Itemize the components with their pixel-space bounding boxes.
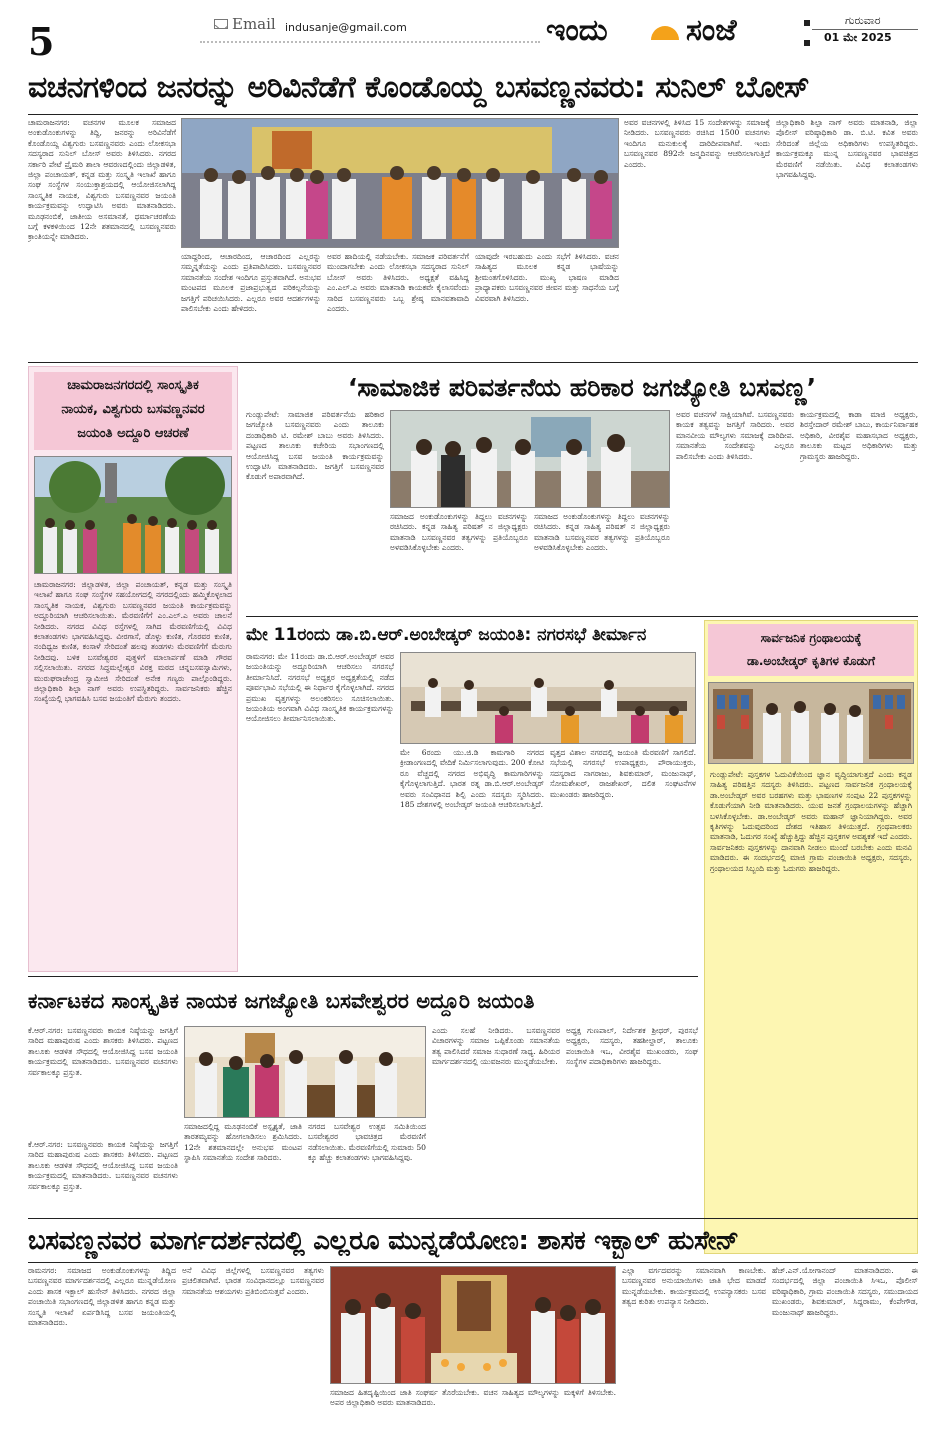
story1-col4: ಯಾವುದೇ ಇರಬಹುದು ಎಂದು ಸಭೆಗೆ ತಿಳಿಸಿದರು. ವಚನ ಸಾಹಿತ್ಯದ ಮೂಲಕ ಕನ್ನಡ ಭಾಷೆಯನ್ನು ಶ್ರೀಮಂತಗೊಳಿಸಿದರು. ಮುಖ್ಯ ಭಾಷಣ ಮಾಡಿದ ಪ್ರಾಧ್ಯಾಪಕರು ಬಸವಣ್ಣನವರ ಜೀವನ ಮತ್ತು ಸಾಧನೆಯ ಬಗ್ಗೆ ವಿವರವಾಗಿ ತಿಳಿಸಿದರು. <box>475 252 619 303</box>
story6-col1b: ಕೆ.ಆರ್.ನಗರ: ಬಸವಣ್ಣನವರು ಕಾಯಕ ನಿಷ್ಠೆಯನ್ನು ಜಗತ್ತಿಗೆ ಸಾರಿದ ಮಹಾಪುರುಷ ಎಂದು ಶಾಸಕರು ತಿಳಿಸಿದರು. ಪಟ್ಟಣದ ತಾಲೂಕು ಆಡಳಿತ ಸೌಧದಲ್ಲಿ ಆಯೋಜಿಸಿದ್ದ ಬಸವ ಜಯಂತಿ ಕಾರ್ಯಕ್ರಮದಲ್ಲಿ ಮಾತನಾಡಿದರು. ಬಸವಣ್ಣನವರ ವಚನಗಳು ಸರ್ವಕಾಲಕ್ಕೂ ಪ್ರಸ್ತುತ. <box>28 1140 178 1191</box>
story1-col2: ಯಾದ್ದರಿಂದ, ಆಚಾರದಿಂದ, ಆಚಾರದಿಂದ ಎಲ್ಲರನ್ನು ಸಮ್ಮನ್ನತೆಯನ್ನು ಎಂದು ಪ್ರತಿಪಾದಿಸಿದರು. ಬಸವಣ್ಣನವರ ಸಮಾನತೆಯ ಸಂದೇಶ ಇಂದಿಗೂ ಪ್ರಸ್ತುತವಾಗಿದೆ. ಅನುಭವ ಮಂಟಪದ ಮೂಲಕ ಪ್ರಜಾಪ್ರಭುತ್ವದ ಪರಿಕಲ್ಪನೆಯನ್ನು ಜಗತ್ತಿಗೆ ಪರಿಚಯಿಸಿದರು. ಎಲ್ಲರೂ ಅವರ ಆದರ್ಶಗಳನ್ನು ಪಾಲಿಸಬೇಕು ಎಂದು ಹೇಳಿದರು. <box>181 252 321 314</box>
story3-col2: ಸಮಾಜದ ಅಂಕುಡೊಂಕುಗಳನ್ನು ತಿದ್ದಲು ವಚನಗಳನ್ನು ರಚಿಸಿದರು. ಕನ್ನಡ ಸಾಹಿತ್ಯ ಪರಿಷತ್ ನ ಜಿಲ್ಲಾಧ್ಯಕ್ಷರು ಮಾತನಾಡಿ ಬಸವಣ್ಣನವರ ತತ್ವಗಳನ್ನು ಪ್ರತಿಯೊಬ್ಬರೂ ಅಳವಡಿಸಿಕೊಳ್ಳಬೇಕು ಎಂದರು. <box>390 512 528 553</box>
story1-col6: ಜಿಲ್ಲಾಧಿಕಾರಿ ಶಿಲ್ಪಾ ನಾಗ್ ಅವರು ಮಾತನಾಡಿ, ಜಿಲ್ಲಾ ಪೊಲೀಸ್ ವರಿಷ್ಠಾಧಿಕಾರಿ ಡಾ. ಬಿ.ಟಿ. ಕವಿತ ಅವರು ಸೇರಿದಂತೆ ಜಿಲ್ಲೆಯ ಅಧಿಕಾರಿಗಳು ಉಪಸ್ಥಿತರಿದ್ದರು. ಕಾರ್ಯಕ್ರಮಕ್ಕೂ ಮುನ್ನ ಬಸವಣ್ಣನವರ ಭಾವಚಿತ್ರದ ಮೆರವಣಿಗೆ ನಡೆಯಿತು. ವಿವಿಧ ಕಲಾತಂಡಗಳು ಭಾಗವಹಿಸಿದ್ದವು. <box>776 118 918 180</box>
story2-headline-line3: ಜಯಂತಿ ಅದ್ದೂರಿ ಆಚರಣೆ <box>77 426 189 441</box>
story2-body: ಚಾಮರಾಜನಗರ: ಜಿಲ್ಲಾಡಳಿತ, ಜಿಲ್ಲಾ ಪಂಚಾಯತ್, ಕನ್ನಡ ಮತ್ತು ಸಂಸ್ಕೃತಿ ಇಲಾಖೆ ಹಾಗೂ ಸಂಘ ಸಂಸ್ಥೆಗಳ ಸಹಯೋಗದಲ್ಲಿ ನಗರದಲ್ಲಿಂದು ಹಮ್ಮಿಕೊಳ್ಳಲಾದ ಸಾಂಸ್ಕೃತಿಕ ನಾಯಕ, ವಿಶ್ವಗುರು ಬಸವಣ್ಣನವರ ಜಯಂತಿ ಕಾರ್ಯಕ್ರಮವನ್ನು ಅದ್ದೂರಿಯಾಗಿ ಆಚರಿಸಲಾಯಿತು. ಮೆರವಣಿಗೆಗೆ ಎಂ.ಎಲ್.ಎ ಅವರು ಚಾಲನೆ ನೀಡಿದರು. ನಗರದ ವಿವಿಧ ರಸ್ತೆಗಳಲ್ಲಿ ಸಾಗಿದ ಮೆರವಣಿಗೆಯಲ್ಲಿ ವಿವಿಧ ಕಲಾತಂಡಗಳು ಭಾಗವಹಿಸಿದ್ದವು. ವೀರಗಾಸೆ, ಡೊಳ್ಳು ಕುಣಿತ, ಗೊರವರ ಕುಣಿತ, ನಂದಿಧ್ವಜ ಕುಣಿತ, ಕಂಸಾಳೆ ಸೇರಿದಂತೆ ಹಲವು ತಂಡಗಳು ಮೆರವಣಿಗೆಗೆ ಮೆರುಗು ನೀಡಿದವು. ಬಳಿಕ ಬಸವೇಶ್ವರರ ಪುತ್ಥಳಿಗೆ ಮಾಲಾರ್ಪಣೆ ಮಾಡಿ ಗೌರವ ಸಲ್ಲಿಸಲಾಯಿತು. ನಗರದ ಸಿದ್ಧಮಲ್ಲೇಶ್ವರ ವಿರಕ್ತ ಮಠದ ಚನ್ನಬಸವಸ್ವಾಮಿಗಳು, ಮುರುಘರಾಜೇಂದ್ರ ಸ್ವಾಮೀಜಿ ಸೇರಿದಂತೆ ಅನೇಕ ಗಣ್ಯರು ಪಾಲ್ಗೊಂಡಿದ್ದರು. ಜಿಲ್ಲಾಧಿಕಾರಿ ಶಿಲ್ಪಾ ನಾಗ್ ಅವರು ಉಪಸ್ಥಿತರಿದ್ದರು. ಸಾರ್ವಜನಿಕರು ಹೆಚ್ಚಿನ ಸಂಖ್ಯೆಯಲ್ಲಿ ಭಾಗವಹಿಸಿ ಬಸವ ಜಯಂತಿಗೆ ಮೆರುಗು ತಂದರು. <box>34 580 232 704</box>
story2-headline-line2: ನಾಯಕ, ವಿಶ್ವಗುರು ಬಸವಣ್ಣನವರ <box>61 402 205 417</box>
page-number: 5 <box>28 22 55 60</box>
story7-col4: ಎಲ್ಲಾ ವರ್ಗದವರನ್ನು ಸಮಾನವಾಗಿ ಕಾಣಬೇಕು. ಬಸವಣ್ಣನವರ ಅನುಯಾಯಿಗಳು ಜಾತಿ ಭೇದ ಮಾಡದೆ ಮುನ್ನಡೆಯಬೇಕು. ಕಾರ್ಯಕ್ರಮದಲ್ಲಿ ಉಪನ್ಯಾಸಕರು ಬಸವ ತತ್ವದ ಕುರಿತು ಉಪನ್ಯಾಸ ನೀಡಿದರು. <box>622 1266 766 1307</box>
date-bullet-2 <box>804 40 810 46</box>
story5-photo <box>708 682 914 764</box>
story3-col3: ಅವರ ವಚನಗಳೆ ಸಾಕ್ಷಿಯಾಗಿವೆ. ಬಸವಣ್ಣನವರು ಕಾಯಕ ತತ್ವವನ್ನು ಜಗತ್ತಿಗೆ ಸಾರಿದರು. ಅವರ ಮಾನವೀಯ ಮೌಲ್ಯಗಳು ಸಮಾಜಕ್ಕೆ ದಾರಿದೀಪ. ಸಮಾನತೆಯ ಸಂದೇಶವನ್ನು ಎಲ್ಲರೂ ಪಾಲಿಸಬೇಕು ಎಂದು ತಿಳಿಸಿದರು. <box>676 410 794 461</box>
story3-col4: ಕಾರ್ಯಕ್ರಮದಲ್ಲಿ ಕಾಡಾ ಮಾಜಿ ಅಧ್ಯಕ್ಷರು, ಶಿರಸ್ತೇದಾರ್ ರಮೇಶ್ ಬಾಬು, ಕಾರ್ಯನಿರ್ವಾಹಕ ಅಧಿಕಾರಿ, ವೀರಶೈವ ಮಹಾಸಭಾದ ಅಧ್ಯಕ್ಷರು, ತಾಲೂಕು ಮಟ್ಟದ ಅಧಿಕಾರಿಗಳು ಮತ್ತು ಗ್ರಾಮಸ್ಥರು ಹಾಜರಿದ್ದರು. <box>800 410 918 461</box>
story4-headline: ಮೇ 11ರಂದು ಡಾ.ಬಿ.ಆರ್.ಅಂಬೇಡ್ಕರ್ ಜಯಂತಿ: ನಗರಸಭೆ ತೀರ್ಮಾನ <box>246 625 647 645</box>
story7-col3: ಸಮಾಜದ ಹಿತದೃಷ್ಟಿಯಿಂದ ಜಾತಿ ಸಂಘರ್ಷ ತೊರೆಯಬೇಕು. ವಚನ ಸಾಹಿತ್ಯದ ಮೌಲ್ಯಗಳನ್ನು ಮಕ್ಕಳಿಗೆ ತಿಳಿಸಬೇಕು. ಅಪರ ಜಿಲ್ಲಾಧಿಕಾರಿ ಅವರು ಮಾತನಾಡಿದರು. <box>330 1388 616 1408</box>
story1-col3: ಅವರ ಹಾದಿಯಲ್ಲಿ ನಡೆಯಬೇಕು. ಸಮಾಜಕ ಪರಿವರ್ತನೆಗೆ ಮುಂದಾಗಬೇಕು ಎಂದು ಲೋಕಸಭಾ ಸದಸ್ಯರಾದ ಸುನಿಲ್ ಬೋಸ್ ಅವರು ತಿಳಿಸಿದರು. ಅಧ್ಯಕ್ಷತೆ ವಹಿಸಿದ್ದ ಎಂ.ಎಲ್.ಎ ಅವರು ಮಾತನಾಡಿ ಕಾಯಕವೇ ಕೈಲಾಸವೆಂದು ಸಾರಿದ ಬಸವಣ್ಣನವರು ಒಬ್ಬ ಶ್ರೇಷ್ಠ ಮಾನವತಾವಾದಿ ಎಂದರು. <box>327 252 469 314</box>
story7-col1: ರಾಮನಗರ: ಸಮಾಜದ ಅಂಕುಡೊಂಕುಗಳನ್ನು ತಿದ್ದಿದ ಬಸವಣ್ಣನವರ ಮಾರ್ಗದರ್ಶನದಲ್ಲಿ ಎಲ್ಲರೂ ಮುನ್ನಡೆಯೋಣ ಎಂದು ಶಾಸಕ ಇಕ್ಬಾಲ್ ಹುಸೇನ್ ತಿಳಿಸಿದರು. ನಗರದ ಜಿಲ್ಲಾ ಪಂಚಾಯಿತಿ ಸಭಾಂಗಣದಲ್ಲಿ ಜಿಲ್ಲಾಡಳಿತ ಹಾಗೂ ಕನ್ನಡ ಮತ್ತು ಸಂಸ್ಕೃತಿ ಇಲಾಖೆ ಏರ್ಪಡಿಸಿದ್ದ ಬಸವ ಜಯಂತಿಯಲ್ಲಿ ಮಾತನಾಡಿದರು. <box>28 1266 176 1328</box>
story7-headline: ಬಸವಣ್ಣನವರ ಮಾರ್ಗದರ್ಶನದಲ್ಲಿ ಎಲ್ಲರೂ ಮುನ್ನಡೆಯೋಣ: ಶಾಸಕ ಇಕ್ಬಾಲ್ ಹುಸೇನ್ <box>28 1226 739 1256</box>
email-icon <box>214 19 228 29</box>
story6-col3: ನಗರದ ಬಸವೇಶ್ವರ ಉತ್ಸವ ಸಮಿತಿಯಿಂದ ಬಸವೇಶ್ವರರ ಭಾವಚಿತ್ರದ ಮೆರವಣಿಗೆ ನಡೆಸಲಾಯಿತು. ಮೆರವಣಿಗೆಯಲ್ಲಿ ಸುಮಾರು 50 ಕ್ಕೂ ಹೆಚ್ಚು ಕಲಾತಂಡಗಳು ಭಾಗವಹಿಸಿದ್ದವು. <box>308 1122 426 1163</box>
paper-logo <box>546 12 808 52</box>
masthead-dots <box>200 41 540 43</box>
story3-col2b: ಸಮಾಜದ ಅಂಕುಡೊಂಕುಗಳನ್ನು ತಿದ್ದಲು ವಚನಗಳನ್ನು ರಚಿಸಿದರು. ಕನ್ನಡ ಸಾಹಿತ್ಯ ಪರಿಷತ್ ನ ಜಿಲ್ಲಾಧ್ಯಕ್ಷರು ಮಾತನಾಡಿ ಬಸವಣ್ಣನವರ ತತ್ವಗಳನ್ನು ಪ್ರತಿಯೊಬ್ಬರೂ ಅಳವಡಿಸಿಕೊಳ್ಳಬೇಕು ಎಂದರು. <box>534 512 670 553</box>
story4-col1: ರಾಮನಗರ: ಮೇ 11ರಂದು ಡಾ.ಬಿ.ಆರ್.ಅಂಬೇಡ್ಕರ್ ಅವರ ಜಯಂತಿಯನ್ನು ಅದ್ದೂರಿಯಾಗಿ ಆಚರಿಸಲು ನಗರಸಭೆ ತೀರ್ಮಾನಿಸಿದೆ. ನಗರಸಭೆ ಅಧ್ಯಕ್ಷರ ಅಧ್ಯಕ್ಷತೆಯಲ್ಲಿ ನಡೆದ ಪೂರ್ವಭಾವಿ ಸಭೆಯಲ್ಲಿ ಈ ನಿರ್ಧಾರ ಕೈಗೊಳ್ಳಲಾಗಿದೆ. ನಗರದ ಪ್ರಮುಖ ವೃತ್ತಗಳನ್ನು ಅಲಂಕರಿಸಲು ಸೂಚಿಸಲಾಯಿತು. ಜಯಂತಿಯ ಅಂಗವಾಗಿ ವಿವಿಧ ಸಾಂಸ್ಕೃತಿಕ ಕಾರ್ಯಕ್ರಮಗಳನ್ನು ಆಯೋಜಿಸಲು ತೀರ್ಮಾನಿಸಲಾಯಿತು. <box>246 652 394 724</box>
story3-col1: ಗುಂಡ್ಲುಪೇಟೆ: ಸಾಮಾಜಿಕ ಪರಿವರ್ತನೆಯ ಹರಿಕಾರ ಜಗಜ್ಯೋತಿ ಬಸವಣ್ಣನವರು ಎಂದು ತಾಲೂಕು ದಂಡಾಧಿಕಾರಿ ಟಿ. ರಮೇಶ್ ಬಾಬು ಅವರು ತಿಳಿಸಿದರು. ಪಟ್ಟಣದ ತಾಲೂಕು ಕಚೇರಿಯ ಸಭಾಂಗಣದಲ್ಲಿ ಆಯೋಜಿಸಿದ್ದ ಬಸವ ಜಯಂತಿ ಕಾರ್ಯಕ್ರಮವನ್ನು ಉದ್ಘಾಟಿಸಿ ಮಾತನಾಡಿದರು. ಜಗತ್ತಿಗೆ ಬಸವಣ್ಣನವರ ಕೊಡುಗೆ ಅಪಾರವಾಗಿದೆ. <box>246 410 384 482</box>
story7-rule <box>28 1262 918 1263</box>
story5-headline-line2: ಡಾ.ಅಂಬೇಡ್ಕರ್ ಕೃತಿಗಳ ಕೊಡುಗೆ <box>746 654 876 668</box>
story7-photo <box>330 1266 616 1384</box>
story7-col2: ಅನೆ ವಿವಿಧ ಜಿಲ್ಲೆಗಳಲ್ಲಿ ಬಸವಣ್ಣನವರ ತತ್ವಗಳು ಪ್ರಚಲಿತವಾಗಿವೆ. ಭಾರತ ಸಂವಿಧಾನದಲ್ಲೂ ಬಸವಣ್ಣನವರ ಸಮಾನತೆಯ ಆಶಯಗಳು ಪ್ರತಿಬಿಂಬಿಸುತ್ತವೆ ಎಂದರು. <box>182 1266 324 1296</box>
story7-col5: ಹೆಚ್.ಎನ್.ಯೋಗಾನಂದ್ ಮಾತನಾಡಿದರು. ಈ ಸಂದರ್ಭದಲ್ಲಿ ಜಿಲ್ಲಾ ಪಂಚಾಯಿತಿ ಸಿಇಒ, ಪೊಲೀಸ್ ವರಿಷ್ಠಾಧಿಕಾರಿ, ಗ್ರಾಮ ಪಂಚಾಯಿತಿ ಸದಸ್ಯರು, ಸಮುದಾಯದ ಮುಖಂಡರು, ಶಿವಕುಮಾರ್, ಸಿದ್ದರಾಮು, ಕೆಂಪೇಗೌಡ, ಮಂಜುನಾಥ್ ಹಾಜರಿದ್ದರು. <box>772 1266 918 1317</box>
story6-col2: ಸಮಾಜದಲ್ಲಿದ್ದ ಮೂಢನಂಬಿಕೆ ಅಸ್ಪೃಶ್ಯತೆ, ಜಾತಿ ತಾರತಮ್ಯವನ್ನು ಹೋಗಲಾಡಿಸಲು ಶ್ರಮಿಸಿದರು. 12ನೇ ಶತಮಾನದಲ್ಲೇ ಅನುಭವ ಮಂಟಪ ಸ್ಥಾಪಿಸಿ ಸಮಾನತೆಯ ಸಂದೇಶ ಸಾರಿದರು. <box>184 1122 302 1163</box>
date-rule <box>812 29 918 30</box>
section-rule-3 <box>28 976 698 977</box>
story6-photo <box>184 1026 426 1118</box>
date-bullet <box>804 20 810 26</box>
issue-day: ಗುರುವಾರ <box>845 14 881 27</box>
logo-text-right: ಸಂಜೆ <box>686 13 737 48</box>
story4-photo <box>400 652 696 744</box>
email-label: Email <box>232 15 276 33</box>
story2-photo <box>34 456 232 574</box>
logo-text-left: ಇಂದು <box>546 13 608 48</box>
issue-date: 01 ಮೇ 2025 <box>824 31 892 44</box>
section-rule-2 <box>246 616 918 617</box>
story2-headline-line1: ಚಾಮರಾಜನಗರದಲ್ಲಿ ಸಾಂಸ್ಕೃತಿಕ <box>67 378 199 393</box>
story1-rule <box>28 114 918 115</box>
email-address: indusanje@gmail.com <box>285 21 407 34</box>
story4-col3: ವೃತ್ತದ ವಿಶಾಲ ನಗರದಲ್ಲಿ ಜಯಂತಿ ಮೆರವಣಿಗೆ ಸಾಗಲಿದೆ. ಸಭೆಯಲ್ಲಿ ನಗರಸಭೆ ಉಪಾಧ್ಯಕ್ಷರು, ಪೌರಾಯುಕ್ತರು, ಸದಸ್ಯರಾದ ನಾಗರಾಜು, ಶಿವಕುಮಾರ್, ಮಂಜುನಾಥ್, ಸೋಮಶೇಖರ್, ರಾಜಶೇಖರ್, ದಲಿತ ಸಂಘಟನೆಗಳ ಮುಖಂಡರು ಹಾಜರಿದ್ದರು. <box>550 748 696 799</box>
story6-col4: ಎಂದು ಸಲಹೆ ನೀಡಿದರು. ಬಸವಣ್ಣನವರ ವಿಚಾರಗಳನ್ನು ಸಮಾಜ ಒಪ್ಪಿಕೊಂಡು ಸಮಾನತೆಯ ತತ್ವ ಪಾಲಿಸಿದರೆ ಸಮಾಜ ಸುಧಾರಣೆ ಸಾಧ್ಯ. ಹಿರಿಯರ ಮಾರ್ಗದರ್ಶನದಲ್ಲಿ ಯುವಜನರು ಮುನ್ನಡೆಯಬೇಕು. <box>432 1026 560 1067</box>
section-rule-4 <box>28 1218 918 1219</box>
story1-photo <box>181 118 619 248</box>
story6-headline: ಕರ್ನಾಟಕದ ಸಾಂಸ್ಕೃತಿಕ ನಾಯಕ ಜಗಜ್ಯೋತಿ ಬಸವೇಶ್ವರರ ಅದ್ದೂರಿ ಜಯಂತಿ <box>28 989 535 1013</box>
story5-body: ಗುಂಡ್ಲುಪೇಟೆ: ಪುಸ್ತಕಗಳ ಓದುವಿಕೆಯಿಂದ ಜ್ಞಾನ ವೃದ್ಧಿಯಾಗುತ್ತದೆ ಎಂದು ಕನ್ನಡ ಸಾಹಿತ್ಯ ಪರಿಷತ್ತಿನ ಸದಸ್ಯರು ತಿಳಿಸಿದರು. ಪಟ್ಟಣದ ಸಾರ್ವಜನಿಕ ಗ್ರಂಥಾಲಯಕ್ಕೆ ಡಾ.ಅಂಬೇಡ್ಕರ್ ಅವರ ಬರಹಗಳು ಮತ್ತು ಭಾಷಣಗಳ ಸಂಪುಟ 22 ಪುಸ್ತಕಗಳನ್ನು ಕೊಡುಗೆಯಾಗಿ ನೀಡಿ ಮಾತನಾಡಿದರು. ಯುವ ಜನತೆ ಗ್ರಂಥಾಲಯಗಳನ್ನು ಹೆಚ್ಚಾಗಿ ಬಳಸಿಕೊಳ್ಳಬೇಕು. ಡಾ.ಅಂಬೇಡ್ಕರ್ ಅವರು ಮಹಾನ್ ಜ್ಞಾನಿಯಾಗಿದ್ದರು. ಅವರ ಕೃತಿಗಳನ್ನು ಓದುವುದರಿಂದ ದೇಶದ ಇತಿಹಾಸ ತಿಳಿಯುತ್ತದೆ. ಗ್ರಂಥಪಾಲಕರು ಮಾತನಾಡಿ, ಓದುಗರ ಸಂಖ್ಯೆ ಹೆಚ್ಚುತ್ತಿದ್ದು ಹೆಚ್ಚಿನ ಪುಸ್ತಕಗಳ ಅವಶ್ಯಕತೆ ಇದೆ ಎಂದರು. ಸಾರ್ವಜನಿಕರು ಪುಸ್ತಕಗಳನ್ನು ದಾನವಾಗಿ ನೀಡಲು ಮುಂದೆ ಬರಬೇಕು ಎಂದು ಮನವಿ ಮಾಡಿದರು. ಈ ಸಂದರ್ಭದಲ್ಲಿ ಮಾಜಿ ಗ್ರಾಮ ಪಂಚಾಯಿತಿ ಅಧ್ಯಕ್ಷರು, ಸದಸ್ಯರು, ಗ್ರಂಥಾಲಯದ ಸಿಬ್ಬಂದಿ ಮತ್ತು ಓದುಗರು ಹಾಜರಿದ್ದರು. <box>710 770 912 873</box>
story6-col1: ಕೆ.ಆರ್.ನಗರ: ಬಸವಣ್ಣನವರು ಕಾಯಕ ನಿಷ್ಠೆಯನ್ನು ಜಗತ್ತಿಗೆ ಸಾರಿದ ಮಹಾಪುರುಷ ಎಂದು ಶಾಸಕರು ತಿಳಿಸಿದರು. ಪಟ್ಟಣದ ತಾಲೂಕು ಆಡಳಿತ ಸೌಧದಲ್ಲಿ ಆಯೋಜಿಸಿದ್ದ ಬಸವ ಜಯಂತಿ ಕಾರ್ಯಕ್ರಮದಲ್ಲಿ ಮಾತನಾಡಿದರು. ಬಸವಣ್ಣನವರ ವಚನಗಳು ಸರ್ವಕಾಲಕ್ಕೂ ಪ್ರಸ್ತುತ. <box>28 1026 178 1077</box>
story4-col2: ಮೇ 6ರಂದು ಯು.ಜಿ.ಡಿ ಕಾಮಗಾರಿ ನಗರದ ಕ್ರೀಡಾಂಗಣದಲ್ಲಿ ವೇದಿಕೆ ನಿರ್ಮಿಸಲಾಗುವುದು. 200 ಕೋಟಿ ರೂ ವೆಚ್ಚದಲ್ಲಿ ನಗರದ ಅಭಿವೃದ್ಧಿ ಕಾಮಗಾರಿಗಳನ್ನು ಕೈಗೊಳ್ಳಲಾಗುತ್ತಿದೆ. ಭಾರತ ರತ್ನ ಡಾ.ಬಿ.ಆರ್.ಅಂಬೇಡ್ಕರ್ ಅವರು ಸಂವಿಧಾನದ ಶಿಲ್ಪಿ ಎಂದು ಸದಸ್ಯರು ಸ್ಮರಿಸಿದರು. 185 ದೇಶಗಳಲ್ಲಿ ಅಂಬೇಡ್ಕರ್ ಜಯಂತಿ ಆಚರಿಸಲಾಗುತ್ತಿದೆ. <box>400 748 544 810</box>
section-rule-1 <box>28 362 918 363</box>
story1-col1: ಚಾಮರಾಜನಗರ: ವಚನಗಳ ಮೂಲಕ ಸಮಾಜದ ಅಂಕುಡೊಂಕುಗಳನ್ನು ತಿದ್ದಿ, ಜನರನ್ನು ಅರಿವಿನೆಡೆಗೆ ಕೊಂಡೊಯ್ದ ವಿಶ್ವಗುರು ಬಸವಣ್ಣನವರು ಎಂದು ಲೋಕಸಭಾ ಸದಸ್ಯರಾದ ಸುನಿಲ್ ಬೋಸ್ ಅವರು ತಿಳಿಸಿದರು. ನಗರದ ಸರ್ಕಾರಿ ಪೇಟೆ ಪ್ರೈಮರಿ ಶಾಲಾ ಆವರಣದಲ್ಲಿಂದು ಜಿಲ್ಲಾಡಳಿತ, ಜಿಲ್ಲಾ ಪಂಚಾಯತ್, ಕನ್ನಡ ಮತ್ತು ಸಂಸ್ಕೃತಿ ಇಲಾಖೆ ಹಾಗೂ ಸಂಘ ಸಂಸ್ಥೆಗಳ ಸಂಯುಕ್ತಾಶ್ರಯದಲ್ಲಿ ಆಯೋಜಿಸಲಾಗಿದ್ದ ಸಾಂಸ್ಕೃತಿಕ ನಾಯಕ, ವಿಶ್ವಗುರು ಬಸವಣ್ಣನವರ ಜಯಂತಿ ಕಾರ್ಯಕ್ರಮವನ್ನು ಉದ್ಘಾಟಿಸಿ ಅವರು ಮಾತನಾಡಿದರು. ಮೂಢನಂಬಿಕೆ, ಜಾತೀಯ ಅಸಮಾನತೆ, ಧರ್ಮಾಚರಣೆಯ ಬಗ್ಗೆ ಕಳಕಳಿಯಿಂದ 12ನೇ ಶತಮಾನದಲ್ಲಿ ಬಸವಣ್ಣನವರು ಕ್ರಾಂತಿಯನ್ನೇ ಮಾಡಿದರು. <box>28 118 176 242</box>
story5-headline-line1: ಸಾರ್ವಜನಿಕ ಗ್ರಂಥಾಲಯಕ್ಕೆ <box>760 631 862 645</box>
story1-col5: ಅವರ ವಚನಗಳಲ್ಲಿ ತಿಳಿಸಿದ 15 ಸಂದೇಶಗಳನ್ನು ಸಮಾಜಕ್ಕೆ ನೀಡಿದರು. ಬಸವಣ್ಣನವರು ರಚಿಸಿದ 1500 ವಚನಗಳು ಇಂದಿಗೂ ಮನುಕುಲಕ್ಕೆ ದಾರಿದೀಪವಾಗಿವೆ. ಇಂದು ಬಸವಣ್ಣನವರ 892ನೇ ಜನ್ಮದಿನವನ್ನು ಆಚರಿಸಲಾಗುತ್ತಿದೆ ಎಂದರು. <box>624 118 770 169</box>
sun-icon <box>651 26 679 40</box>
story6-col5: ಅಧ್ಯಕ್ಷ ಗುಣಪಾಲ್, ನಿರ್ದೇಶಕ ಶ್ರೀಧರ್, ಪುರಸಭೆ ಅಧ್ಯಕ್ಷರು, ಸದಸ್ಯರು, ತಹಶೀಲ್ದಾರ್, ತಾಲೂಕು ಪಂಚಾಯಿತಿ ಇಒ, ವೀರಶೈವ ಮುಖಂಡರು, ಸಂಘ ಸಂಸ್ಥೆಗಳ ಪದಾಧಿಕಾರಿಗಳು ಹಾಜರಿದ್ದರು. <box>566 1026 698 1067</box>
masthead <box>0 0 945 60</box>
story3-photo <box>390 410 670 508</box>
story1-headline: ವಚನಗಳಿಂದ ಜನರನ್ನು ಅರಿವಿನೆಡೆಗೆ ಕೊಂಡೊಯ್ದ ಬಸವಣ್ಣನವರು: ಸುನಿಲ್ ಬೋಸ್ <box>28 70 810 105</box>
story3-headline: ‘ಸಾಮಾಜಿಕ ಪರಿವರ್ತನೆಯ ಹರಿಕಾರ ಜಗಜ್ಯೋತಿ ಬಸವಣ್ಣ’ <box>347 373 817 402</box>
